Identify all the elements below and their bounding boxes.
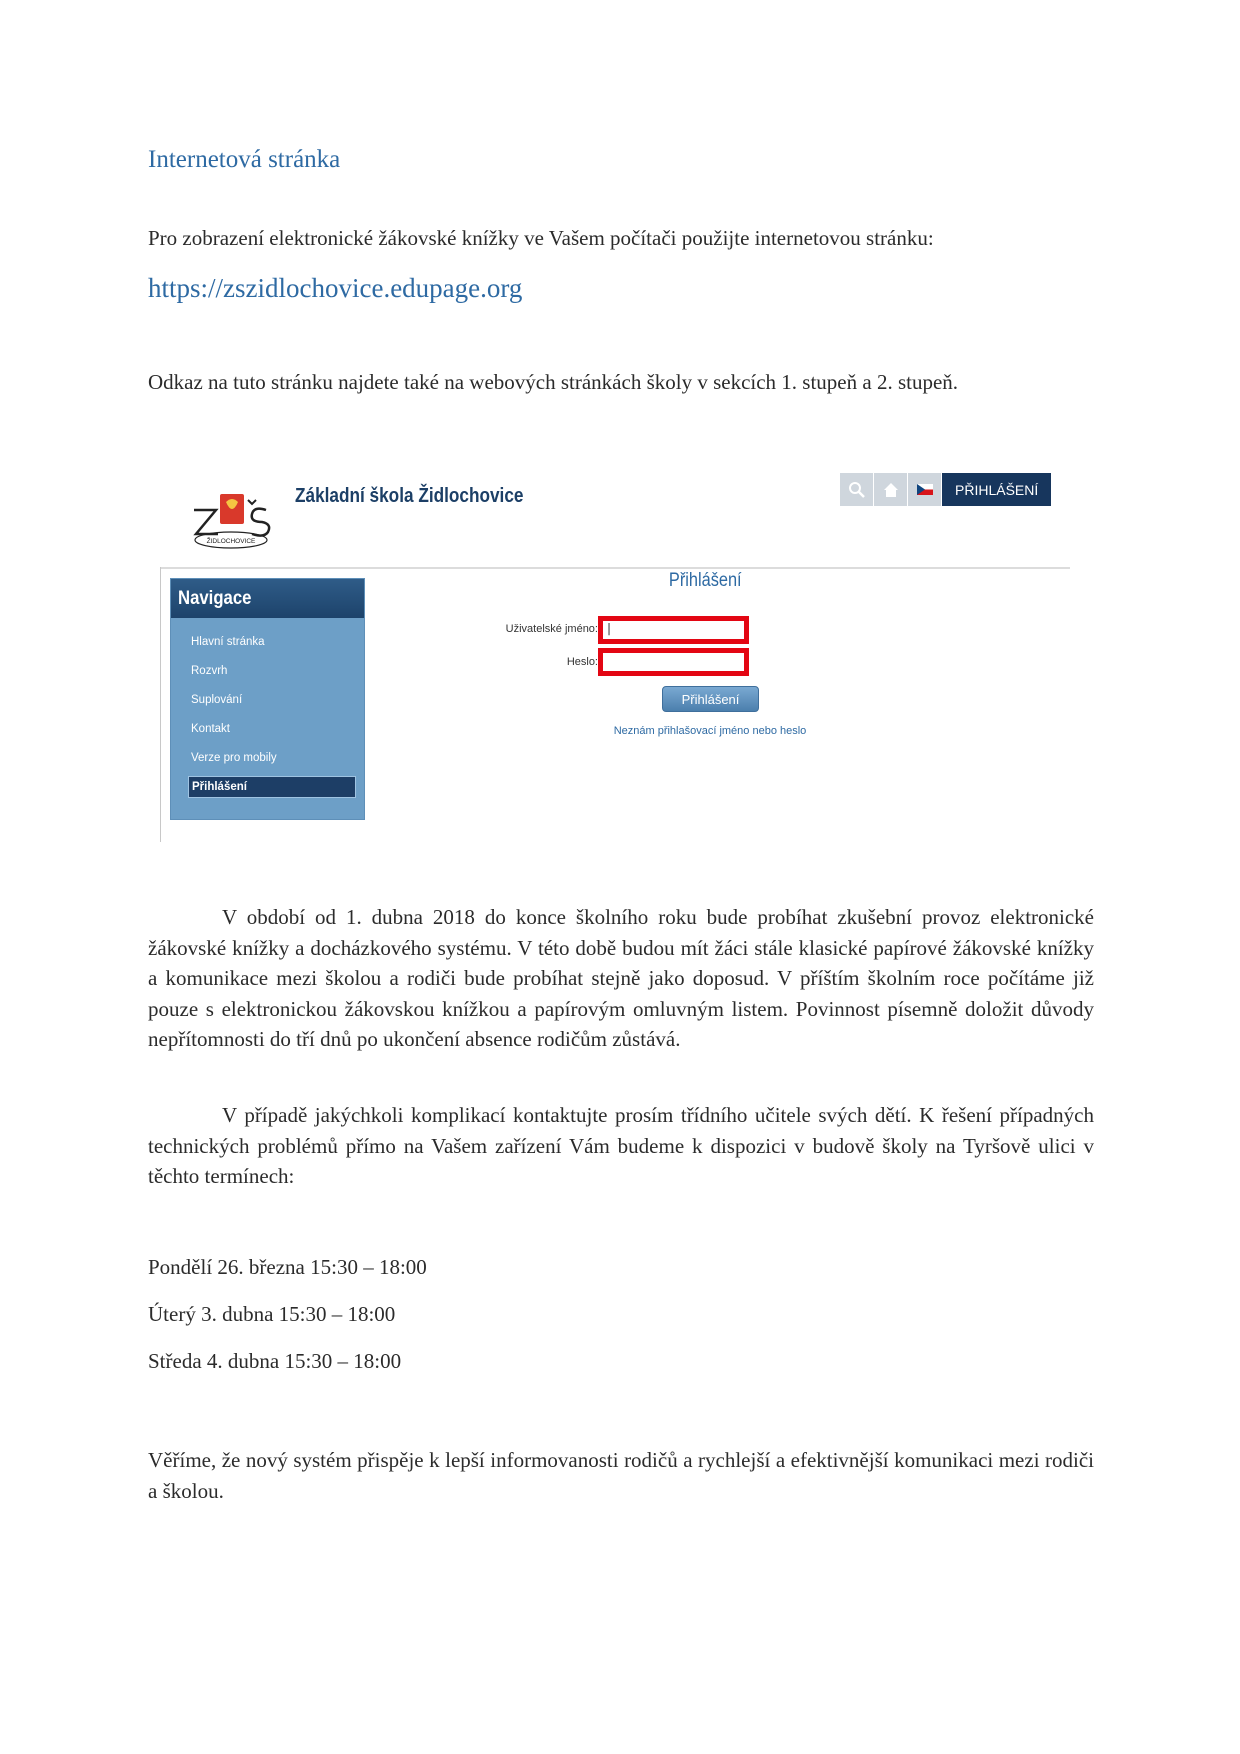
password-label: Heslo: <box>566 656 598 668</box>
support-paragraph: V případě jakýchkoli komplikací kontaktujte prosím třídního učitele svých dětí. K řešení případných technických problémů přímo na Vašem zařízení Vám budeme k dispozici v budově školy na Tyršově ulici v těchto termínech: <box>148 1103 1094 1188</box>
login-submit-button[interactable]: Přihlášení <box>662 686 759 712</box>
nav-item-suplovani[interactable]: Suplování <box>191 694 243 706</box>
support-dates-list <box>148 1255 427 1396</box>
link-info-paragraph: Odkaz na tuto stránku najdete také na webových stránkách školy v sekcích 1. stupeň a 2. stupeň. <box>148 370 959 394</box>
username-label: Uživatelské jméno: <box>505 623 598 635</box>
logo-caption: ŽIDLOCHOVICE <box>206 538 256 545</box>
edupage-link[interactable]: https://zszidlochovice.edupage.org <box>148 273 523 303</box>
trial-period-paragraph: V období od 1. dubna 2018 do konce školního roku bude probíhat zkušební provoz elektronické žákovské knížky a docházkového systému. V této době budou mít žáci stále klasické papírové žákovské knížky a komunikace mezi školou a rodiči bude probíhat stejně jako doposud. V příštím školním roce počítáme již pouze s elektronickou žákovskou knížkou a papírovým omluvným listem. Povinnost písemně doložit důvody nepřítomnosti do tří dnů po ukončení absence rodičům zůstává. <box>148 905 1094 1051</box>
header-divider <box>160 567 1070 569</box>
login-form-title: Přihlášení <box>668 570 742 591</box>
nav-item-hlavni-stranka[interactable]: Hlavní stránka <box>191 636 265 648</box>
support-date: Úterý 3. dubna 15:30 – 18:00 <box>148 1302 396 1326</box>
home-icon[interactable] <box>874 473 907 506</box>
intro-paragraph: Pro zobrazení elektronické žákovské knížky ve Vašem počítači použijte internetovou stránku: <box>148 226 934 250</box>
navigation-panel <box>170 578 365 820</box>
username-field[interactable]: | <box>598 616 749 644</box>
forgot-credentials-link[interactable]: Neznám přihlašovací jméno nebo heslo <box>613 725 807 737</box>
nav-item-rozvrh[interactable]: Rozvrh <box>191 665 228 677</box>
nav-item-kontakt[interactable]: Kontakt <box>191 723 230 735</box>
school-name: Základní škola Židlochovice <box>295 485 524 507</box>
school-logo <box>190 490 272 550</box>
support-date: Pondělí 26. března 15:30 – 18:00 <box>148 1255 427 1279</box>
navigation-title: Navigace <box>178 588 252 609</box>
czech-flag-icon[interactable] <box>908 473 941 506</box>
section-heading: Internetová stránka <box>148 146 341 173</box>
password-field[interactable] <box>598 648 749 676</box>
closing-paragraph: Věříme, že nový systém přispěje k lepší informovanosti rodičů a rychlejší a efektivnější komunikaci mezi rodiči a školou. <box>148 1448 1094 1503</box>
content-left-border <box>160 567 161 842</box>
support-date: Středa 4. dubna 15:30 – 18:00 <box>148 1349 402 1373</box>
login-page-screenshot <box>160 455 1070 845</box>
nav-item-verze-pro-mobily[interactable]: Verze pro mobily <box>191 752 277 764</box>
top-toolbar <box>840 473 1051 506</box>
search-icon[interactable] <box>840 473 873 506</box>
login-top-button[interactable]: PŘIHLÁŠENÍ <box>942 473 1051 506</box>
nav-item-prihlaseni[interactable]: Přihlášení <box>188 776 356 798</box>
